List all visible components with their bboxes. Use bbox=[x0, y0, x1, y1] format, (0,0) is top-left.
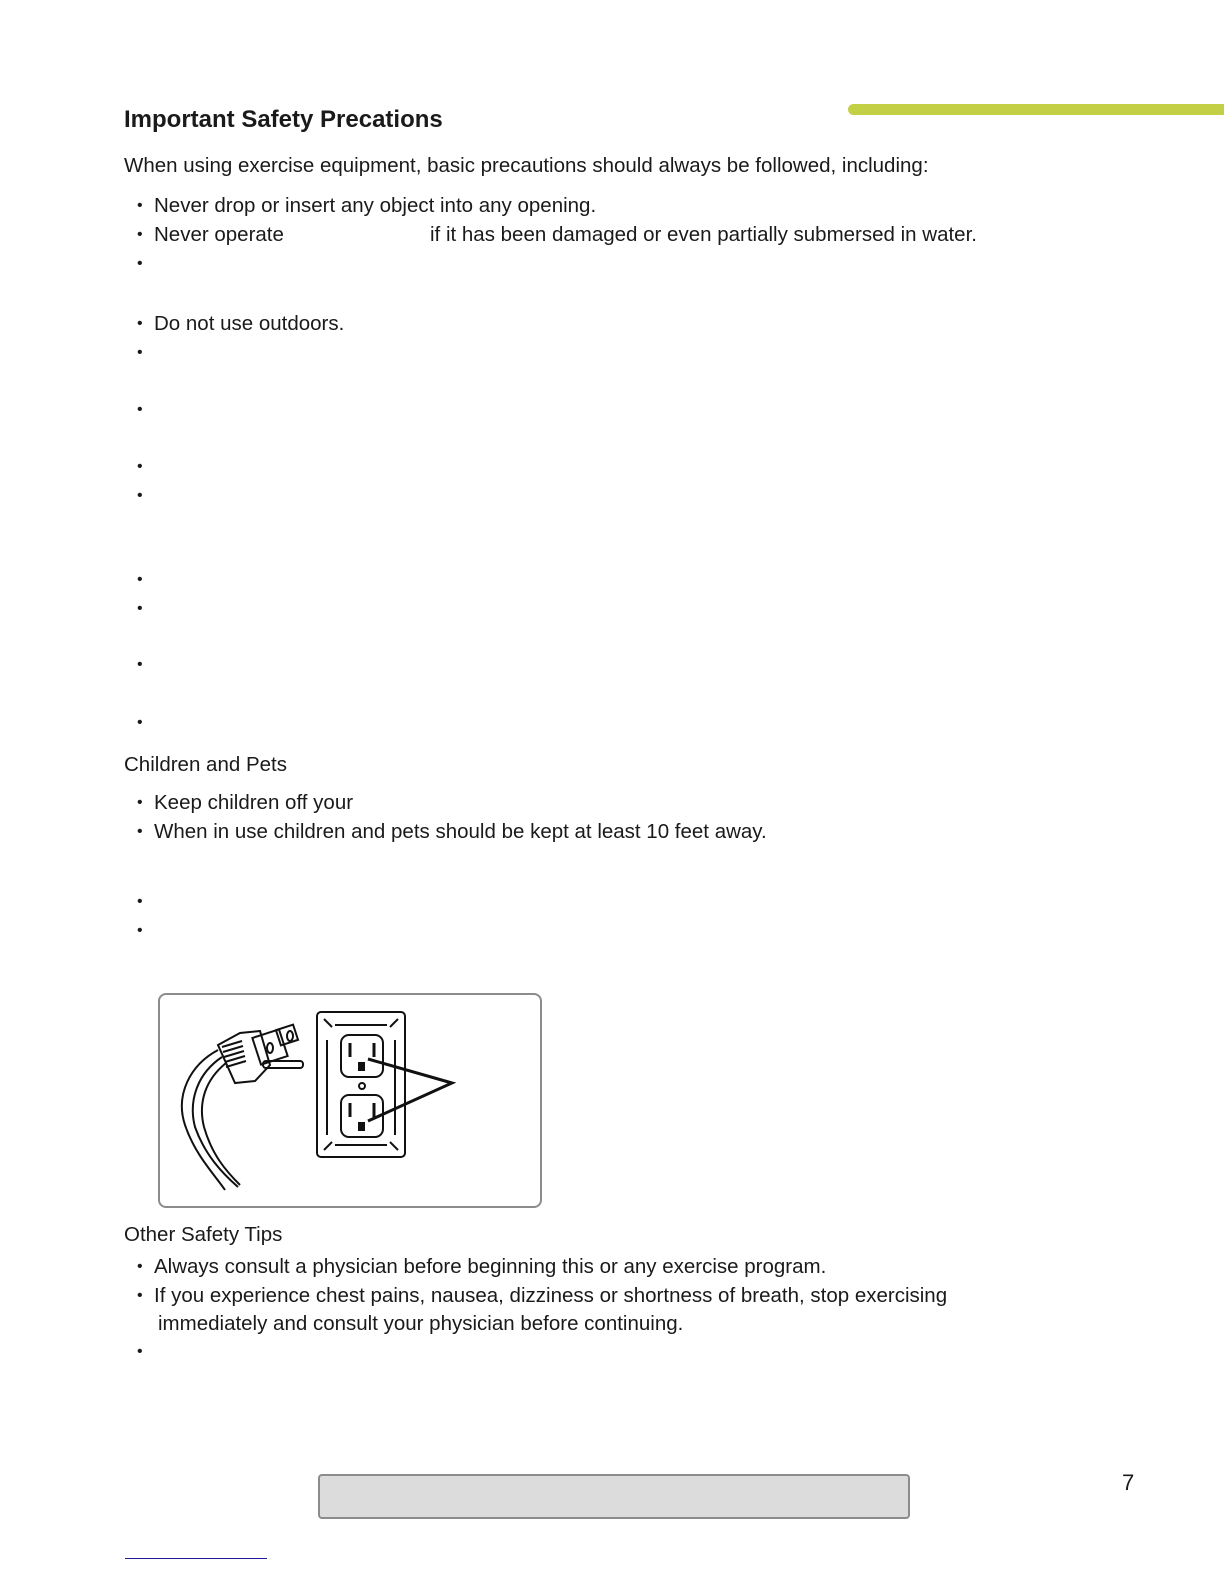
bullet: • bbox=[137, 197, 143, 214]
bullet: • bbox=[137, 487, 143, 504]
list-item: If you experience chest pains, nausea, dizziness or shortness of breath, stop exercising bbox=[154, 1284, 948, 1307]
bullet: • bbox=[137, 1343, 143, 1360]
bullet: • bbox=[137, 922, 143, 939]
section-heading-other: Other Safety Tips bbox=[124, 1223, 283, 1246]
bullet: • bbox=[137, 401, 143, 418]
section-heading-children: Children and Pets bbox=[124, 753, 287, 776]
list-item: Never drop or insert any object into any opening. bbox=[154, 194, 597, 217]
bullet: • bbox=[137, 458, 143, 475]
list-item: Always consult a physician before beginning this or any exercise program. bbox=[154, 1255, 827, 1278]
list-item-continued: if it has been damaged or even partially submersed in water. bbox=[430, 223, 977, 246]
list-item: Never operate bbox=[154, 223, 284, 246]
bullet: • bbox=[137, 714, 143, 731]
grounded-outlet-illustration bbox=[158, 993, 542, 1208]
bullet: • bbox=[137, 823, 143, 840]
bullet: • bbox=[137, 255, 143, 272]
bullet: • bbox=[137, 571, 143, 588]
page-number: 7 bbox=[1122, 1470, 1135, 1495]
list-item: Do not use outdoors. bbox=[154, 312, 345, 335]
bullet: • bbox=[137, 656, 143, 673]
bullet: • bbox=[137, 794, 143, 811]
bullet: • bbox=[137, 600, 143, 617]
plug-and-outlet-icon bbox=[160, 995, 540, 1206]
list-item-continued: immediately and consult your physician before continuing. bbox=[158, 1312, 684, 1335]
bullet: • bbox=[137, 1287, 143, 1304]
list-item: When in use children and pets should be kept at least 10 feet away. bbox=[154, 820, 767, 843]
page-title: Important Safety Precations bbox=[124, 106, 443, 133]
accent-bar bbox=[848, 104, 1224, 115]
bullet: • bbox=[137, 1258, 143, 1275]
footer-box bbox=[318, 1474, 910, 1519]
footer-link-underline bbox=[125, 1558, 267, 1559]
bullet: • bbox=[137, 226, 143, 243]
bullet: • bbox=[137, 344, 143, 361]
bullet: • bbox=[137, 315, 143, 332]
bullet: • bbox=[137, 893, 143, 910]
list-item: Keep children off your bbox=[154, 791, 354, 814]
intro-text: When using exercise equipment, basic precautions should always be followed, including: bbox=[124, 154, 929, 177]
